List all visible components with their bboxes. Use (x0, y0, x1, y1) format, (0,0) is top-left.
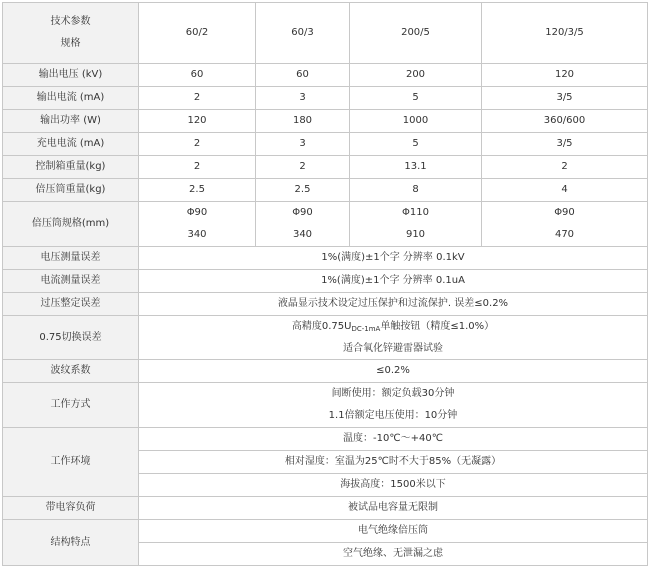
row-label: 输出功率 (W) (3, 110, 139, 133)
cell-value: 360/600 (482, 110, 648, 133)
height-value: 340 (187, 229, 207, 240)
table-row (3, 110, 648, 133)
table-row-dimensions (3, 202, 648, 247)
work-mode-line: 1.1倍额定电压使用：10分钟 (328, 410, 458, 421)
table-row (3, 133, 648, 156)
table-row (3, 497, 648, 520)
table-row (3, 179, 648, 202)
switch-precision-line (143, 320, 643, 334)
cell-value: 5 (350, 133, 482, 156)
environment-altitude: 海拔高度：1500米以下 (139, 474, 648, 497)
spec-value: 液晶显示技术设定过压保护和过流保护. 误差≤0.2% (139, 293, 648, 316)
row-label: 0.75切换误差 (3, 316, 139, 360)
cell-value: 2.5 (139, 179, 256, 202)
table-header-row (3, 3, 648, 64)
row-label: 输出电压 (kV) (3, 64, 139, 87)
cell-dimensions (350, 202, 482, 247)
row-label: 过压整定误差 (3, 293, 139, 316)
spec-value: 被试品电容量无限制 (139, 497, 648, 520)
cell-value: 2 (256, 156, 350, 179)
environment-humidity: 相对湿度：室温为25℃时不大于85%（无凝露） (139, 451, 648, 474)
cell-dimensions (139, 202, 256, 247)
header-spec-label: 规格 (60, 38, 81, 49)
row-label: 输出电流 (mA) (3, 87, 139, 110)
table-row-structure (3, 520, 648, 543)
table-row (3, 270, 648, 293)
diameter-value: Φ90 (554, 207, 575, 218)
cell-value: 3 (256, 87, 350, 110)
cell-dimensions (256, 202, 350, 247)
table-row (3, 383, 648, 428)
switch-text-pre: 高精度0.75U (291, 320, 352, 332)
table-row (3, 293, 648, 316)
height-value: 910 (405, 229, 426, 240)
header-param-cell (3, 3, 139, 64)
row-label: 波纹系数 (3, 360, 139, 383)
row-label: 倍压筒规格(mm) (3, 202, 139, 247)
cell-value: 200 (350, 64, 482, 87)
row-label: 电压测量误差 (3, 247, 139, 270)
table-row (3, 247, 648, 270)
cell-value: 5 (350, 87, 482, 110)
spec-value: ≤0.2% (139, 360, 648, 383)
cell-value: 1000 (350, 110, 482, 133)
table-row (3, 87, 648, 110)
row-label: 结构特点 (3, 520, 139, 566)
cell-value: 60 (139, 64, 256, 87)
spec-value (139, 316, 648, 360)
row-label: 充电电流 (mA) (3, 133, 139, 156)
spec-value: 1%(满度)±1个字 分辨率 0.1uA (139, 270, 648, 293)
cell-value: 60 (256, 64, 350, 87)
cell-value: 2 (139, 133, 256, 156)
row-label: 工作方式 (3, 383, 139, 428)
spec-value: 1%(满度)±1个字 分辨率 0.1kV (139, 247, 648, 270)
height-value: 470 (554, 229, 575, 240)
cell-value: 2 (139, 156, 256, 179)
model-header: 60/3 (256, 3, 350, 64)
cell-value: 2.5 (256, 179, 350, 202)
row-label: 倍压筒重量(kg) (3, 179, 139, 202)
diameter-value: Φ110 (402, 207, 429, 218)
model-header: 60/2 (139, 3, 256, 64)
table-row (3, 64, 648, 87)
cell-dimensions (482, 202, 648, 247)
cell-value: 3/5 (482, 133, 648, 156)
work-mode-line: 间断使用：额定负载30分钟 (331, 388, 455, 399)
structure-feature: 空气绝缘、无泄漏之虑 (139, 543, 648, 566)
cell-value: 120 (139, 110, 256, 133)
table-row-environment (3, 428, 648, 451)
row-label: 工作环境 (3, 428, 139, 497)
diameter-value: Φ90 (292, 207, 313, 218)
cell-value: 8 (350, 179, 482, 202)
switch-subscript: DC-1mA (351, 324, 381, 333)
height-value: 340 (292, 229, 313, 240)
diameter-value: Φ90 (186, 207, 208, 218)
cell-value: 180 (256, 110, 350, 133)
row-label: 控制箱重量(kg) (3, 156, 139, 179)
cell-value: 2 (139, 87, 256, 110)
structure-feature: 电气绝缘倍压筒 (139, 520, 648, 543)
cell-value: 13.1 (350, 156, 482, 179)
spec-table (2, 2, 648, 566)
table-row (3, 156, 648, 179)
row-label: 电流测量误差 (3, 270, 139, 293)
cell-value: 120 (482, 64, 648, 87)
switch-text-post: 单触按钮（精度≤1.0%） (380, 320, 495, 332)
switch-usage-line: 适合氧化锌避雷器试验 (343, 342, 443, 354)
spec-value (139, 383, 648, 428)
header-param-label: 技术参数 (50, 16, 91, 27)
row-label: 带电容负荷 (3, 497, 139, 520)
environment-temperature: 温度：-10℃～+40℃ (139, 428, 648, 451)
cell-value: 4 (482, 179, 648, 202)
cell-value: 3/5 (482, 87, 648, 110)
model-header: 120/3/5 (482, 3, 648, 64)
table-row (3, 316, 648, 360)
cell-value: 2 (482, 156, 648, 179)
table-row (3, 360, 648, 383)
cell-value: 3 (256, 133, 350, 156)
model-header: 200/5 (350, 3, 482, 64)
